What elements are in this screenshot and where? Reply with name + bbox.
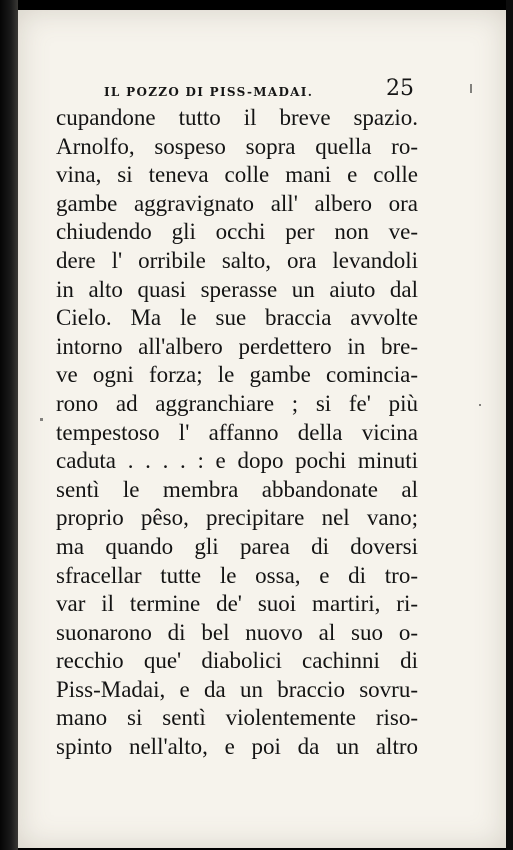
text-line: suonarono di bel nuovo al suo o-: [56, 619, 418, 645]
text-line: sfracellar tutte le ossa, e di tro-: [56, 562, 418, 588]
text-line: gambe aggravignato all' albero ora: [56, 190, 418, 216]
running-title: IL POZZO DI PISS-MADAI.: [104, 85, 314, 99]
text-line: Arnolfo, sospeso sopra quella ro-: [56, 133, 418, 159]
text-line: recchio que' diabolici cachinni di: [56, 648, 418, 674]
text-line: tempestoso l' affanno della vicina: [56, 419, 418, 445]
text-line: intorno all'albero perdettero in bre-: [56, 333, 418, 359]
text-line: chiudendo gli occhi per non ve-: [56, 219, 418, 245]
text-line: cupandone tutto il breve spazio.: [56, 105, 418, 130]
book-gutter-shadow: [0, 0, 18, 850]
page-number: 25: [386, 76, 414, 101]
text-line: vina, si teneva colle mani e colle: [56, 162, 418, 188]
text-line: rono ad aggranchiare ; si fe' più: [56, 390, 418, 416]
text-line: var il termine de' suoi martiri, ri-: [56, 591, 418, 617]
text-line: sentì le membra abbandonate al: [56, 476, 418, 502]
page-right-edge: [506, 0, 513, 850]
scan-speck: [40, 418, 43, 421]
text-line: mano si sentì violentemente riso-: [56, 705, 418, 731]
scan-speck: [470, 84, 472, 93]
scan-speck: [479, 404, 481, 406]
text-line: ve ogni forza; le gambe comincia-: [56, 362, 418, 388]
text-line: caduta . . . . : e dopo pochi minuti: [56, 448, 418, 474]
page-header: [104, 78, 414, 104]
text-line: Piss-Madai, e da un braccio sovru-: [56, 676, 418, 702]
text-line: in alto quasi sperasse un aiuto dal: [56, 276, 418, 302]
text-line: dere l' orribile salto, ora levandoli: [56, 247, 418, 273]
text-line: Cielo. Ma le sue braccia avvolte: [56, 305, 418, 331]
text-line: ma quando gli parea di doversi: [56, 533, 418, 559]
body-text: [56, 104, 418, 762]
text-line: proprio pêso, precipitare nel vano;: [56, 505, 418, 531]
text-line: spinto nell'alto, e poi da un altro: [56, 734, 418, 760]
